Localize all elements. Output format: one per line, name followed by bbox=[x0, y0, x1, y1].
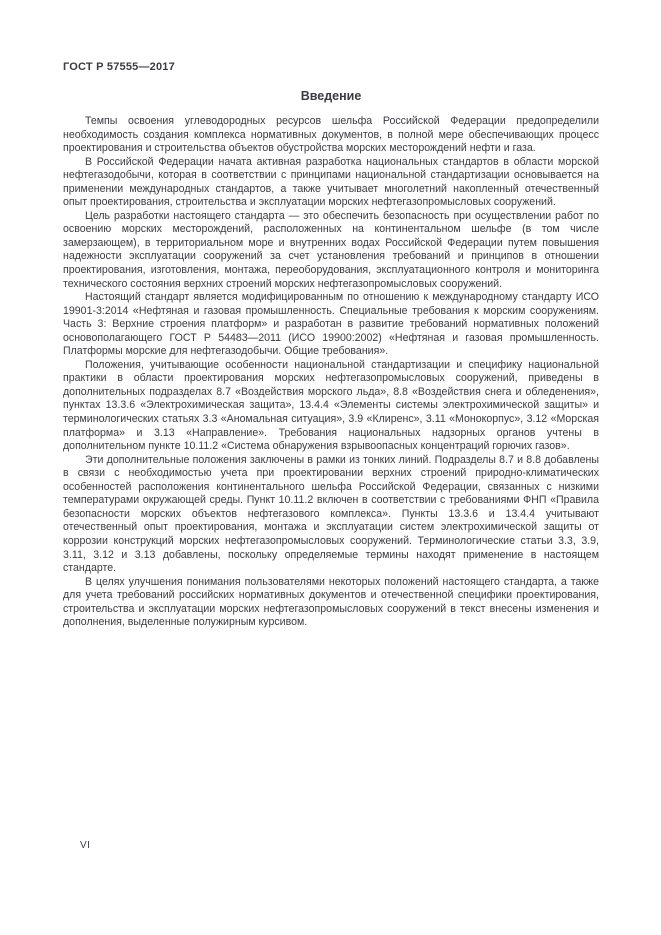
paragraph: Темпы освоения углеводородных ресурсов шельфа Российской Федерации предопределили необходимость создания комплекса нормативных документов, в полной мере обеспечивающих процесс проектирования и строительства объектов обустройства морских месторождений нефти и газа. bbox=[63, 115, 599, 155]
paragraph: В целях улучшения понимания пользователями некоторых положений настоящего стандарта, а также для учета требований российских нормативных документов и отечественной специфики проектирования, строительства и эксплуатации морских нефтегазопромысловых сооружений в текст внесены изменения и дополнения, выделенные полужирным курсивом. bbox=[63, 575, 599, 629]
paragraph: В Российской Федерации начата активная разработка национальных стандартов в области морской нефтегазодобычи, которая в соответствии с принципами национальной стандартизации основывается на применении международных стандартов, а также учитывает многолетний накопленный отечественный опыт проектирования, строительства и эксплуатации морских нефтегазопромысловых сооружений. bbox=[63, 155, 599, 209]
introduction-text bbox=[63, 115, 599, 630]
paragraph: Эти дополнительные положения заключены в рамки из тонких линий. Подразделы 8.7 и 8.8 добавлены в связи с необходимостью учета при проектировании верхних строений природно-климатических особенностей расположения континентального шельфа Российской Федерации, связанных с низкими температурами окружающей среды. Пункт 10.11.2 включен в соответствии с требованиями ФНП «Правила безопасности морских объектов нефтегазового комплекса». Пункты 13.3.6 и 13.4.4 учитывают отечественный опыт проектирования, монтажа и эксплуатации систем электрохимической защиты от коррозии конструкций морских нефтегазопромысловых сооружений. Терминологические статьи 3.3, 3.9, 3.11, 3.12 и 3.13 добавлены, поскольку определяемые термины находят применение в настоящем стандарте. bbox=[63, 453, 599, 575]
paragraph: Настоящий стандарт является модифицированным по отношению к международному стандарту ИСО 19901-3:2014 «Нефтяная и газовая промышленность. Специальные требования к морским сооружениям. Часть 3: Верхние строения платформ» и разработан в развитие требований нормативных положений основополагающего ГОСТ Р 54483—2011 (ИСО 19900:2002) «Нефтяная и газовая промышленность. Платформы морские для нефтегазодобычи. Общие требования». bbox=[63, 291, 599, 358]
paragraph: Цель разработки настоящего стандарта — это обеспечить безопасность при осуществлении работ по освоению морских месторождений, расположенных на континентальном шельфе (в том числе замерзающем), в территориальном море и внутренних водах Российской Федерации путем повышения надежности эксплуатации сооружений за счет установления требований и принципов в отношении проектирования, изготовления, монтажа, переоборудования, эксплуатационного контроля и мониторинга технического состояния верхних строений морских нефтегазопромысловых сооружений. bbox=[63, 209, 599, 290]
paragraph: Положения, учитывающие особенности национальной стандартизации и специфику национальной практики в области проектирования морских нефтегазопромысловых сооружений, приведены в дополнительных подразделах 8.7 «Воздействия морского льда», 8.8 «Воздействия снега и обледенения», пунктах 13.3.6 «Электрохимическая защита», 13.4.4 «Элементы системы электрохимической защиты» и терминологических статьях 3.3 «Аномальная ситуация», 3.9 «Клиренс», 3.11 «Монокорпус», 3.12 «Морская платформа» и 3.13 «Направление». Требования национальных надзорных органов учтены в дополнительном пункте 10.11.2 «Система обнаружения взрывоопасных концентраций горючих газов». bbox=[63, 358, 599, 453]
page-number: VI bbox=[80, 840, 91, 851]
section-title: Введение bbox=[300, 89, 362, 103]
document-code: ГОСТ Р 57555—2017 bbox=[63, 61, 175, 73]
